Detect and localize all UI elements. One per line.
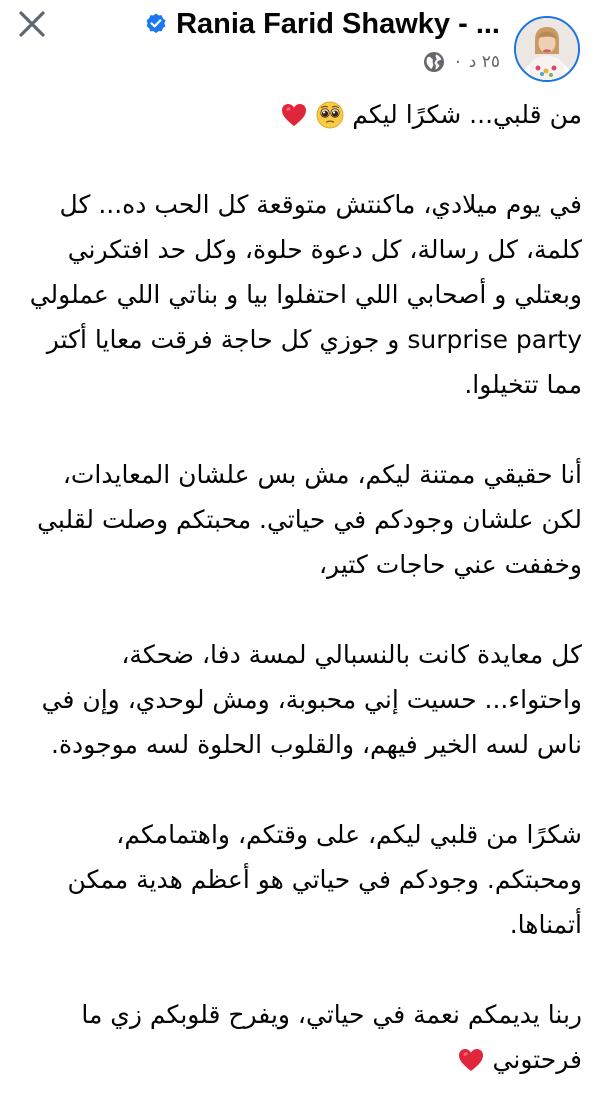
post-paragraph-5: شكرًا من قلبي ليكم، على وقتكم، واهتمامكم، ومحبتكم. وجودكم في حياتي هو أعظم هدية ممكن أتمناها. [67, 820, 582, 939]
close-icon[interactable] [14, 6, 50, 42]
post-paragraph-1 [22, 92, 582, 137]
post-paragraph-2: في يوم ميلادي، ماكنتش متوقعة كل الحب ده... كل كلمة، كل رسالة، كل دعوة حلوة، وكل حد افتكرني وبعتلي و أصحابي اللي احتفلوا بيا و بناتي اللي عملولي surprise party و جوزي كل حاجة فرقت معايا أكتر مما تتخيلوا. [29, 190, 582, 399]
post-body [22, 92, 582, 1082]
pleading-face-icon [316, 101, 344, 129]
post-paragraph-3: أنا حقيقي ممتنة ليكم، مش بس علشان المعايدات، لكن علشان وجودكم في حياتي. محبتكم وصلت لقلبي وخففت عني حاجات كتير، [37, 460, 582, 579]
heart-icon [280, 101, 308, 129]
globe-icon [423, 51, 445, 73]
author-row [80, 4, 500, 44]
post-text-6: ربنا يديمكم نعمة في حياتي، ويفرح قلوبكم زي ما فرحتوني [81, 1000, 582, 1074]
post-text-1: من قلبي... شكرًا ليكم [352, 100, 582, 129]
heart-icon [457, 1046, 485, 1074]
post-paragraph-6 [22, 992, 582, 1082]
profile-photo [516, 18, 578, 80]
post-timestamp[interactable]: ٢٥ د [468, 52, 500, 72]
avatar[interactable] [514, 16, 580, 82]
meta-separator: · [455, 51, 461, 73]
author-name[interactable]: Rania Farid Shawky - ... [176, 7, 500, 40]
post-paragraph-4: كل معايدة كانت بالنسبالي لمسة دفا، ضحكة، واحتواء... حسيت إني محبوبة، ومش لوحدي، وإن في ناس لسه الخير فيهم، والقلوب الحلوة لسه موجودة. [41, 640, 582, 759]
verified-badge-icon [144, 12, 168, 36]
post-header [0, 0, 600, 92]
post-meta [423, 48, 500, 76]
